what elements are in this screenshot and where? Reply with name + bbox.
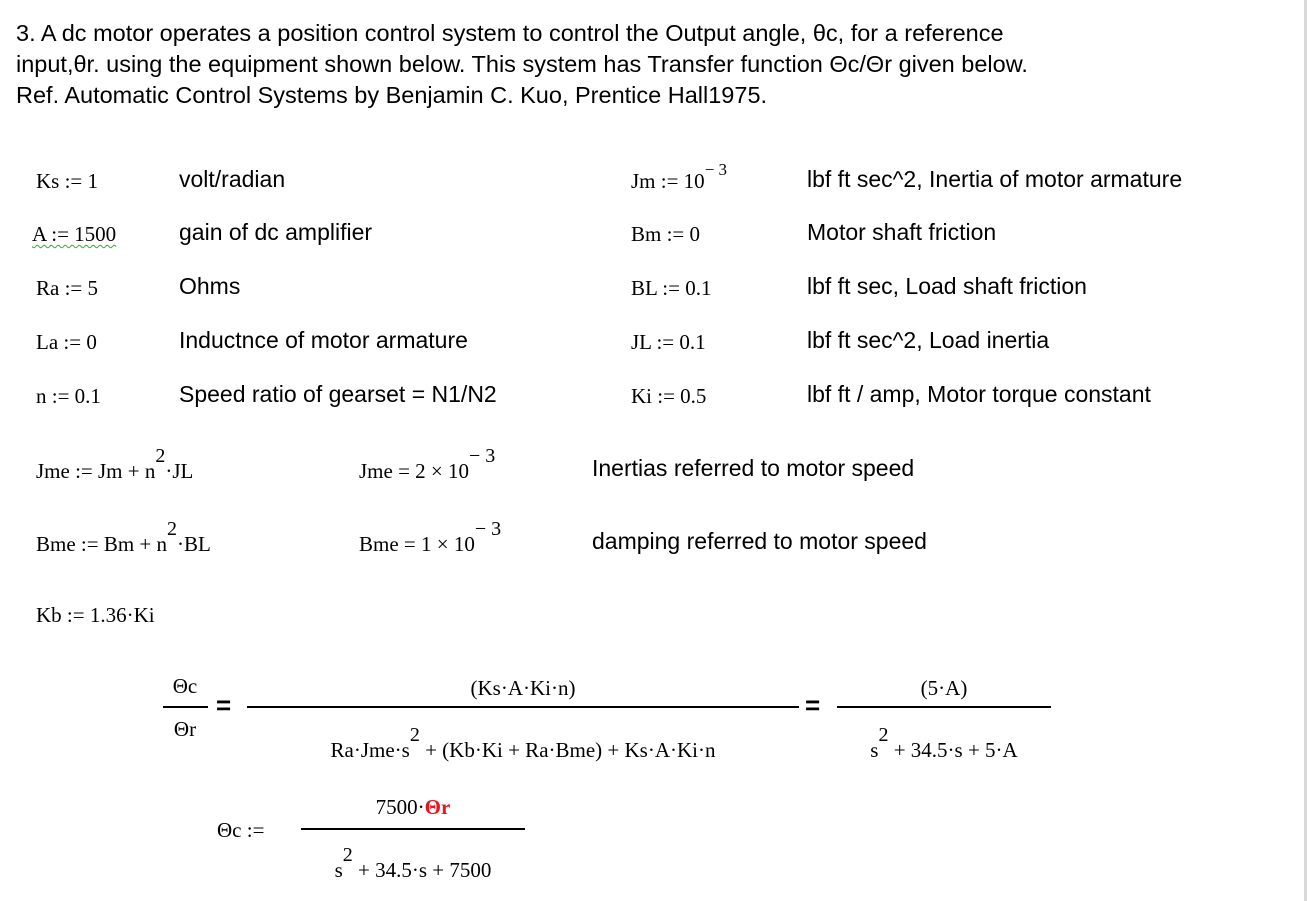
jme-value: Jme = 2 × 10− 3 [359,445,496,483]
param-ra-desc: Ohms [179,273,241,299]
param-la-expr: La := 0 [36,330,97,354]
param-n-desc: Speed ratio of gearset = N1/N2 [179,381,497,407]
param-jm-desc: lbf ft sec^2, Inertia of motor armature [807,166,1183,192]
equals-sign-1: = [216,690,232,720]
param-a-expr: A := 1500 [32,222,117,246]
jme-description: Inertias referred to motor speed [592,455,915,481]
tf-rhs-denominator: s2 + 34.5·s + 5·A [870,724,1018,762]
param-ki-desc: lbf ft / amp, Motor torque constant [807,381,1151,407]
param-ra-expr: Ra := 5 [36,276,99,300]
param-bl-desc: lbf ft sec, Load shaft friction [807,273,1087,299]
tf-rhs-fraction-bar [837,706,1051,708]
param-n-expr: n := 0.1 [36,384,101,408]
tf-lhs-denominator: Θr [173,717,197,741]
theta-r-variable: Θr [424,795,451,819]
bme-definition: Bme := Bm + n2·BL [36,518,211,556]
output-lhs: Θc := [217,818,265,842]
problem-statement [16,18,1301,111]
tf-lhs-fraction-bar [163,706,208,708]
param-bl-expr: BL := 0.1 [631,276,712,300]
output-numerator: 7500·Θr [375,795,451,819]
param-a-desc: gain of dc amplifier [179,219,373,245]
tf-mid-numerator: (Ks·A·Ki·n) [470,676,576,700]
tf-lhs-numerator: Θc [172,674,198,698]
tf-mid-fraction-bar [247,706,799,708]
bme-description: damping referred to motor speed [592,528,927,554]
param-bm-expr: Bm := 0 [631,222,701,246]
intro-line-1: 3. A dc motor operates a position control system to control the Output angle, θc, for a reference [16,20,1004,46]
intro-line-3: Ref. Automatic Control Systems by Benjamin C. Kuo, Prentice Hall1975. [16,82,768,108]
output-denominator: s2 + 34.5·s + 7500 [334,844,492,882]
param-jm-expr: Jm := $10^{- 3}$ [631,160,728,193]
param-ks-expr: Ks := 1 [36,169,99,193]
jme-definition: Jme := Jm + n2·JL [36,445,194,483]
tf-rhs-numerator: (5·A) [920,676,968,700]
bme-value: Bme = 1 × 10− 3 [359,518,502,556]
param-bm-desc: Motor shaft friction [807,219,997,245]
param-jl-expr: JL := 0.1 [631,330,706,354]
tf-mid-denominator: Ra·Jme·s2 + (Kb·Ki + Ra·Bme) + Ks·A·Ki·n [330,724,716,762]
param-ki-expr: Ki := 0.5 [631,384,707,408]
kb-definition: Kb := 1.36·Ki [36,603,155,627]
equals-sign-2: = [805,690,821,720]
param-ks-desc: volt/radian [179,166,286,192]
output-fraction-bar [301,828,525,830]
param-la-desc: Inductnce of motor armature [179,327,468,353]
param-jl-desc: lbf ft sec^2, Load inertia [807,327,1050,353]
intro-line-2: input,θr. using the equipment shown below. This system has Transfer function Θc/Θr given below. [16,51,1028,77]
